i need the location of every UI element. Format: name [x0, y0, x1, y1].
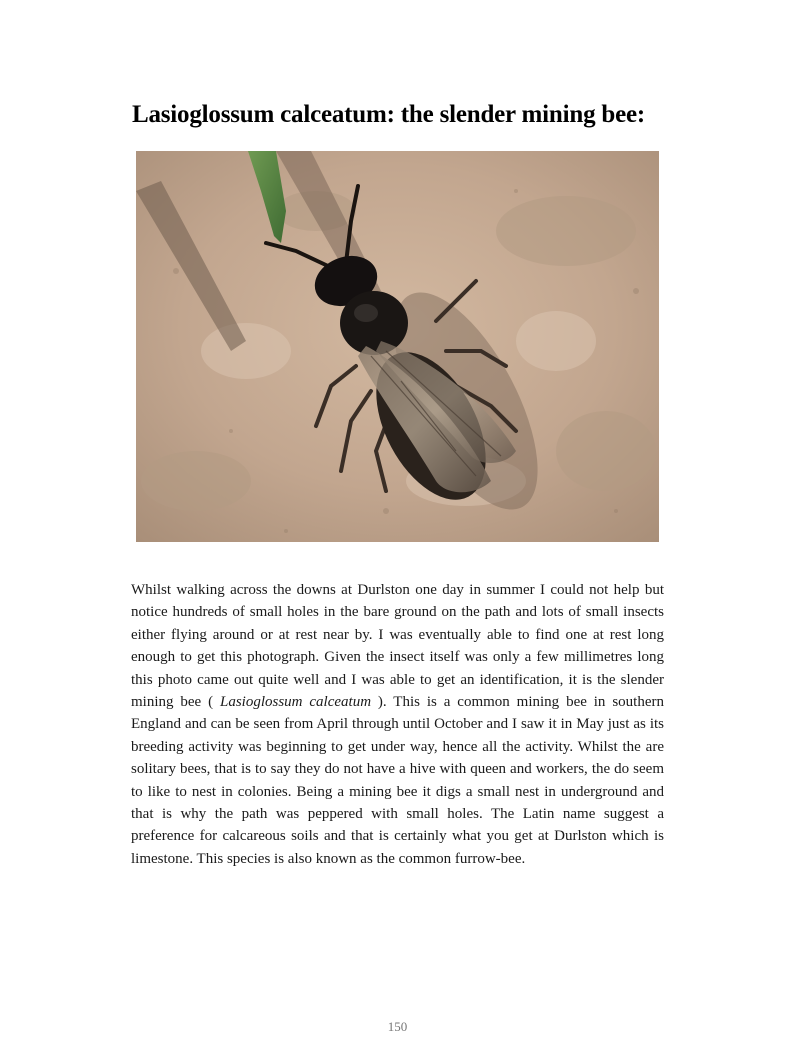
species-name: Lasioglossum calceatum: [219, 694, 372, 711]
body-paragraph: [131, 579, 664, 870]
bee-photo: [136, 151, 659, 542]
page-number: 150: [387, 1019, 408, 1034]
page-title: Lasioglossum calceatum: the slender mining bee:: [132, 101, 646, 128]
body-text-part2: ). This is a common mining bee in southern England and can be seen from April through until October and I saw it in May just as its breeding activity was beginning to get under way, hence all the activity. Whilst the are solitary bees, that is to say they do not have a hive with queen and workers, the do seem to like to nest in colonies. Being a mining bee it digs a small nest in underground and that is why the path was peppered with small holes. The Latin name suggest a preference for calcareous soils and that is certainly what you get at Durlston which is limestone. This species is also known as the common furrow-bee.: [131, 694, 664, 867]
body-text-part1: Whilst walking across the downs at Durlston one day in summer I could not help but notice hundreds of small holes in the bare ground on the path and lots of small insects either flying around or at rest near by. I was eventually able to find one at rest long enough to get this photograph. Given the insect itself was only a few millimetres long this photo came out quite well and I was able to get an identification, it is the slender mining bee (: [131, 582, 664, 711]
